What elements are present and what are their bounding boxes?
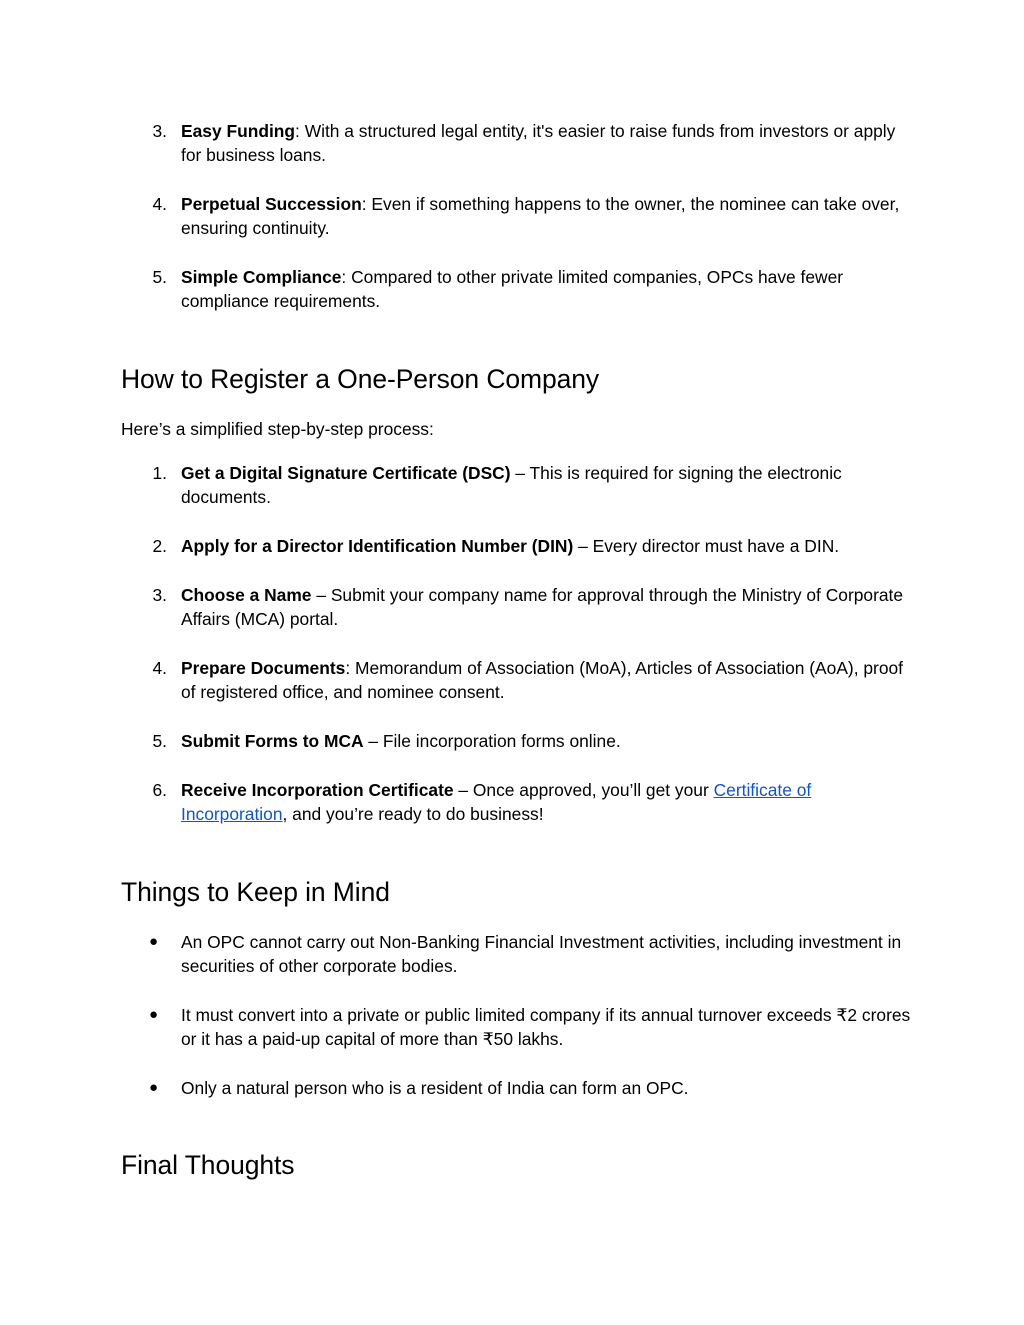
list-number: 3. — [152, 121, 167, 141]
step-title: Choose a Name — [181, 585, 312, 605]
section-heading-final-thoughts: Final Thoughts — [121, 1150, 295, 1180]
step-text: : Memorandum of Association (MoA), Articles of Association (AoA), proof of registered office, and nominee consent. — [181, 658, 904, 703]
step-number: 6. — [152, 780, 167, 800]
bullet-item — [121, 930, 911, 979]
section-heading-keep-in-mind: Things to Keep in Mind — [121, 877, 390, 907]
step-item — [121, 729, 911, 753]
step-item — [121, 778, 911, 827]
list-item-text: : Compared to other private limited companies, OPCs have fewer compliance requirements. — [181, 267, 844, 312]
bullet-icon: ● — [149, 1006, 159, 1023]
step-number: 1. — [152, 463, 167, 483]
list-item — [121, 265, 911, 314]
list-number: 4. — [152, 194, 167, 214]
bullet-text: Only a natural person who is a resident of India can form an OPC. — [181, 1078, 689, 1098]
bullet-item — [121, 1076, 911, 1100]
section-intro: Here’s a simplified step-by-step process: — [121, 419, 434, 439]
list-item-title: Easy Funding — [181, 121, 296, 141]
list-item-title: Perpetual Succession — [181, 194, 362, 214]
list-item-title: Simple Compliance — [181, 267, 342, 287]
step-text: – Submit your company name for approval through the Ministry of Corporate Affairs (MCA) portal. — [181, 585, 904, 630]
step-number: 5. — [152, 731, 167, 751]
step-title: Prepare Documents — [181, 658, 346, 678]
list-number: 5. — [152, 267, 167, 287]
bullet-item — [121, 1003, 911, 1052]
step-number: 2. — [152, 536, 167, 556]
step-title: Submit Forms to MCA — [181, 731, 364, 751]
certificate-of-incorporation-link[interactable]: Certificate of Incorporation — [181, 780, 812, 825]
step-title: Get a Digital Signature Certificate (DSC) — [181, 463, 511, 483]
list-item — [121, 119, 911, 168]
step-title: Receive Incorporation Certificate — [181, 780, 454, 800]
step-item — [121, 583, 911, 632]
step-item — [121, 461, 911, 510]
list-item-text: : With a structured legal entity, it's easier to raise funds from investors or apply for business loans. — [181, 121, 896, 166]
bullet-text: It must convert into a private or public limited company if its annual turnover exceeds ₹2 crores or it has a paid-up capital of more than ₹50 lakhs. — [181, 1005, 911, 1050]
step-text: – This is required for signing the electronic documents. — [181, 463, 842, 508]
bullet-icon: ● — [149, 933, 159, 950]
step-item — [121, 656, 911, 705]
bullet-icon: ● — [149, 1079, 159, 1096]
step-text: – Once approved, you’ll get your — [453, 780, 714, 800]
step-text: – Every director must have a DIN. — [573, 536, 840, 556]
step-title: Apply for a Director Identification Number (DIN) — [181, 536, 574, 556]
step-item — [121, 534, 911, 558]
step-text: – File incorporation forms online. — [363, 731, 621, 751]
section-heading-register: How to Register a One-Person Company — [121, 364, 600, 394]
list-item-text: : Even if something happens to the owner, the nominee can take over, ensuring continuity. — [181, 194, 900, 239]
step-text-tail: , and you’re ready to do business! — [282, 804, 544, 825]
step-number: 3. — [152, 585, 167, 605]
bullet-text: An OPC cannot carry out Non-Banking Financial Investment activities, including investment in securities of other corporate bodies. — [181, 932, 902, 977]
step-number: 4. — [152, 658, 167, 678]
list-item — [121, 192, 911, 241]
